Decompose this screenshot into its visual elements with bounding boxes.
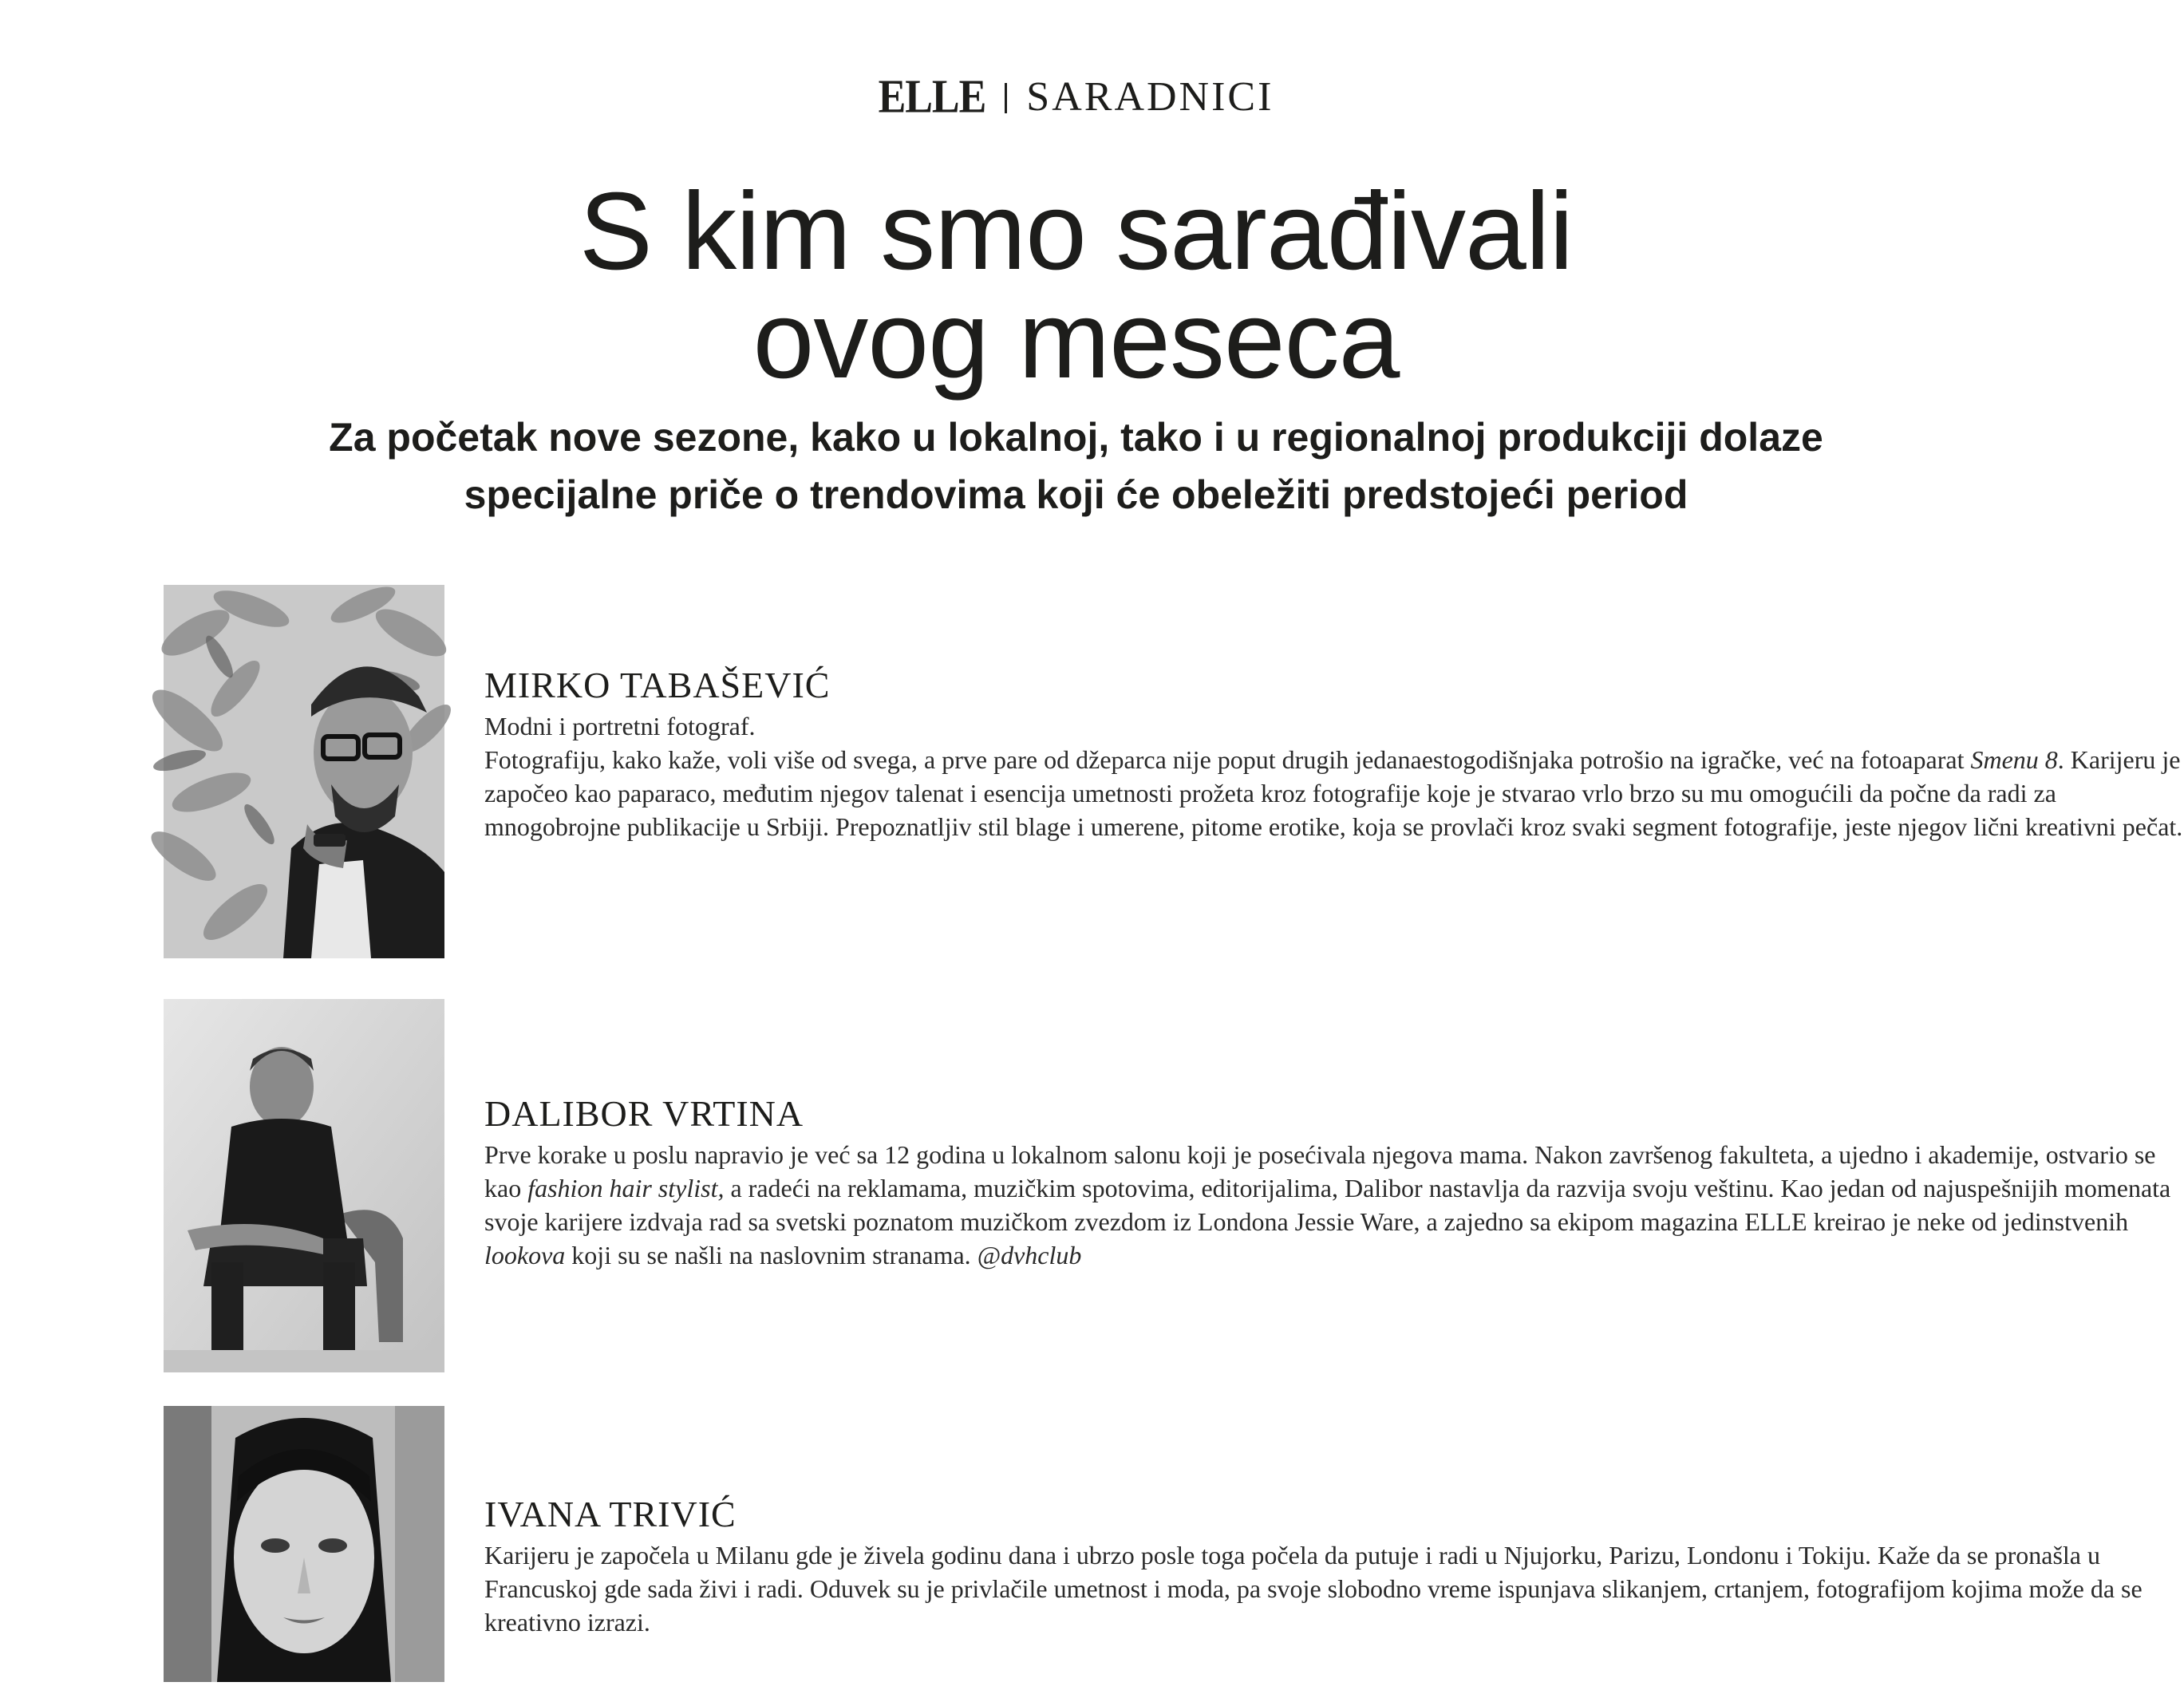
contributor-name: DALIBOR VRTINA — [484, 1093, 804, 1134]
contributor-role: Modni i portretni fotograf. — [484, 712, 756, 740]
title-line-1: S kim smo sarađivali — [579, 170, 1574, 293]
subtitle-line-1: Za početak nove sezone, kako u lokalnoj, tako i u regionalnoj produkciji dolaze — [329, 415, 1823, 460]
header-divider — [1005, 83, 1007, 113]
italic-phrase: fashion hair stylist, — [527, 1174, 725, 1202]
page-subtitle — [160, 409, 1992, 523]
instagram-handle: @dvhclub — [977, 1241, 1082, 1269]
contributor-info-ivana — [484, 1494, 2184, 1639]
page-title — [0, 170, 2152, 401]
contributor-photo-ivana — [164, 1406, 444, 1682]
camera-model: Smenu 8 — [1970, 745, 2058, 774]
contributor-photo-mirko — [164, 585, 444, 958]
contributor-photo-dalibor — [164, 999, 444, 1372]
page-header — [0, 70, 2152, 124]
contributor-bio: Fotografiju, kako kaže, voli više od svega, a prve pare od džeparca nije poput drugih jedanaestogodišnjaka potrošio na igračke, već na fotoaparat Smenu 8. Karijeru je započeo kao paparaco, međutim njegov talenat i esencija umetnosti prožeta kroz fotografije koje je stvarao vrlo brzo su mu omogućili da počne da radi za mnogobrojne publikacije u Srbiji. Prepoznatljiv stil blage i umerene, pitome erotike, koja se provlači kroz svaki segment fotografije, jeste njegov lični kreativni pečat. — [484, 745, 2183, 841]
brand-logo: ELLE — [878, 70, 986, 124]
contributor-name: MIRKO TABAŠEVIĆ — [484, 665, 831, 705]
contributor-bio: Prve korake u poslu napravio je već sa 12 godina u lokalnom salonu koji je posećivala njegova mama. Nakon završenog fakulteta, a ujedno i akademije, ostvario se kao fashion hair stylist, a radeći na reklamama, muzičkim spotovima, editorijalima, Dalibor nastavlja da razvija svoju veštinu. Kao jedan od najuspešnijih momenata svoje karijere izdvaja rad sa svetski poznatom muzičkom zvezdom iz Londona Jessie Ware, a zajedno sa ekipom magazina ELLE kreirao je neke od jedinstvenih lookova koji su se našli na naslovnim stranama. @dvhclub — [484, 1140, 2171, 1269]
contributor-name: IVANA TRIVIĆ — [484, 1494, 737, 1534]
subtitle-line-2: specijalne priče o trendovima koji će obeležiti predstojeći period — [464, 472, 1688, 517]
contributor-info-dalibor — [484, 1093, 2184, 1272]
contributor-info-mirko — [484, 665, 2184, 843]
title-line-2: ovog meseca — [752, 278, 1400, 401]
italic-phrase: lookova — [484, 1241, 566, 1269]
section-label: SARADNICI — [1026, 74, 1274, 120]
contributor-bio: Karijeru je započela u Milanu gde je živela godinu dana i ubrzo posle toga počela da putuje i radi u Njujorku, Parizu, Londonu i Tokiju. Kaže da se pronašla u Francuskoj gde sada živi i radi. Oduvek su je privlačile umetnost i moda, pa svoje slobodno vreme ispunjava slikanjem, crtanjem, fotografijom kojima može da se kreativno izrazi. — [484, 1541, 2143, 1637]
